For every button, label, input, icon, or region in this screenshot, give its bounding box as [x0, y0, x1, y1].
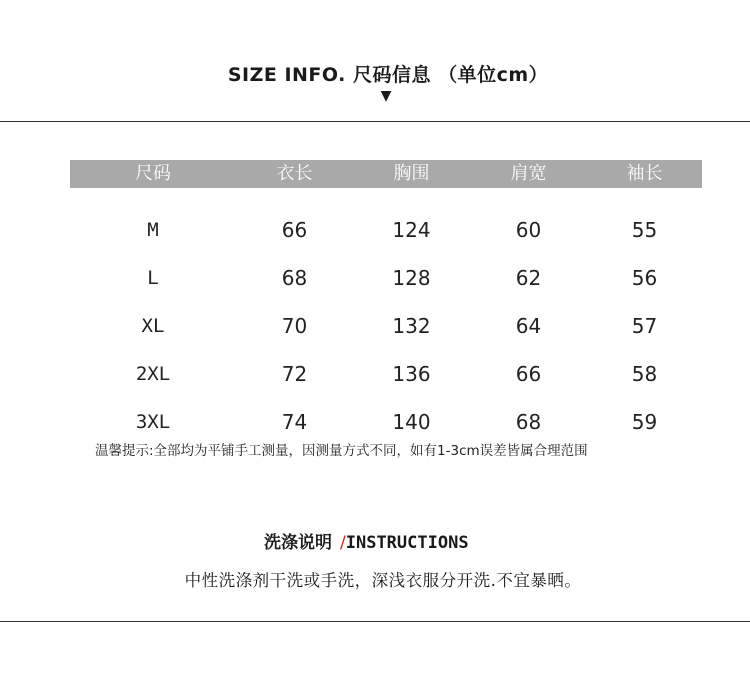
down-triangle-icon: ▼: [380, 88, 392, 104]
table-row: [70, 359, 702, 389]
chest-cell: 124: [392, 218, 431, 242]
shoulder-cell: 64: [515, 314, 542, 338]
size-cell: M: [147, 219, 159, 241]
length-cell: 68: [281, 266, 308, 290]
column-header-chest: 胸围: [393, 163, 430, 184]
size-cell: 2XL: [135, 363, 171, 385]
size-table-header: [70, 160, 702, 188]
table-row: [70, 215, 702, 245]
column-header-size: 尺码: [135, 163, 171, 184]
chest-cell: 132: [392, 314, 431, 338]
washing-instructions-heading: [264, 528, 469, 553]
size-cell: L: [147, 267, 159, 289]
chest-cell: 140: [392, 410, 431, 434]
table-row: [70, 407, 702, 437]
column-header-shoulder: 肩宽: [510, 163, 547, 184]
sleeve-cell: 57: [631, 314, 658, 338]
shoulder-cell: 60: [515, 218, 542, 242]
length-cell: 66: [281, 218, 308, 242]
length-cell: 74: [281, 410, 308, 434]
measurement-note: 温馨提示:全部均为平铺手工测量，因测量方式不同，如有1-3cm误差皆属合理范围: [95, 443, 588, 459]
sleeve-cell: 56: [631, 266, 658, 290]
bottom-divider: [0, 621, 750, 622]
title-slash: /: [340, 533, 346, 553]
washing-title-cn: 洗涤说明: [264, 533, 332, 553]
top-divider: [0, 121, 750, 122]
table-row: [70, 263, 702, 293]
column-header-length: 衣长: [276, 163, 313, 184]
shoulder-cell: 62: [515, 266, 542, 290]
size-info-title: SIZE INFO. 尺码信息 （单位cm）: [227, 64, 549, 86]
chest-cell: 136: [392, 362, 431, 386]
size-cell: XL: [141, 315, 165, 337]
sleeve-cell: 58: [631, 362, 658, 386]
chest-cell: 128: [392, 266, 431, 290]
washing-instructions-text: 中性洗涤剂干洗或手洗，深浅衣服分开洗.不宜暴晒。: [184, 571, 582, 590]
size-cell: 3XL: [135, 411, 171, 433]
column-header-sleeve: 袖长: [626, 163, 663, 184]
washing-title-en: INSTRUCTIONS: [345, 533, 469, 553]
length-cell: 70: [281, 314, 308, 338]
shoulder-cell: 68: [515, 410, 542, 434]
sleeve-cell: 55: [631, 218, 658, 242]
shoulder-cell: 66: [515, 362, 542, 386]
table-row: [70, 311, 702, 341]
sleeve-cell: 59: [631, 410, 658, 434]
length-cell: 72: [281, 362, 308, 386]
